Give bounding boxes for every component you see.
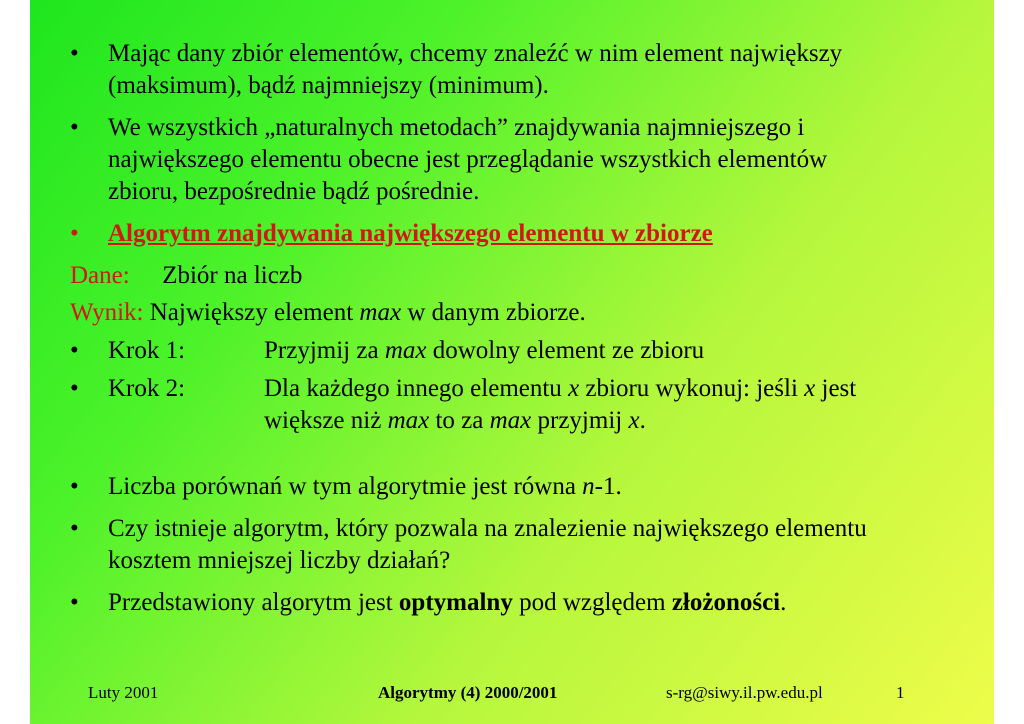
bullet-text-line: kosztem mniejszej liczby działań? xyxy=(108,547,451,574)
bullet-marker: • xyxy=(70,375,79,402)
output-row xyxy=(70,297,934,329)
bullet-text-line: Czy istnieje algorytm, który pozwala na znalezienie największego elementu xyxy=(108,515,867,542)
bullet-item-question xyxy=(70,513,934,577)
slide xyxy=(30,0,994,724)
slide-content xyxy=(70,38,934,619)
optimal-text: Przedstawiony algorytm jest optymalny pod względem złożoności. xyxy=(108,589,787,616)
bullet-text-line: We wszystkich „naturalnych metodach” znajdywania najmniejszego i xyxy=(108,114,805,141)
page-number: 1 xyxy=(896,683,905,702)
bullet-item-natural-methods xyxy=(70,112,934,208)
bullet-marker: • xyxy=(70,589,79,616)
bullet-marker: • xyxy=(70,473,79,500)
step-1-text: Przyjmij za max dowolny element ze zbioru xyxy=(264,337,705,364)
bullet-text-line: zbioru, bezpośrednie bądź pośrednie. xyxy=(108,178,480,205)
step-1-label: Krok 1: xyxy=(108,337,186,364)
footer-title: Algorytmy (4) 2000/2001 xyxy=(378,683,558,702)
bullet-marker: • xyxy=(70,515,79,542)
bullet-marker: • xyxy=(70,337,79,364)
step-1 xyxy=(70,335,934,367)
bullet-marker: • xyxy=(70,220,79,247)
bullet-item-comparisons xyxy=(70,471,934,503)
dane-text: Zbiór na liczb xyxy=(162,262,303,289)
wynik-label: Wynik: xyxy=(70,299,144,326)
comparisons-text: Liczba porównań w tym algorytmie jest równa n-1. xyxy=(108,473,622,500)
footer-email: s-rg@siwy.il.pw.edu.pl xyxy=(666,683,823,702)
bullet-marker: • xyxy=(70,40,79,67)
dane-label: Dane: xyxy=(70,262,130,289)
footer-date: Luty 2001 xyxy=(88,683,159,702)
bullet-item-algorithm-heading xyxy=(70,218,934,250)
bullet-text-line: (maksimum), bądź najmniejszy (minimum). xyxy=(108,72,549,99)
step-2 xyxy=(70,373,934,437)
bullet-marker: • xyxy=(70,114,79,141)
bullet-text-line: Mając dany zbiór elementów, chcemy znaleźć w nim element największy xyxy=(108,40,843,67)
step-2-label: Krok 2: xyxy=(108,375,186,402)
algorithm-heading: Algorytm znajdywania największego elementu w zbiorze xyxy=(108,220,713,247)
step-2-text: Dla każdego innego elementu x zbioru wykonuj: jeśli x jest większe niż max to za max przyjmij x. xyxy=(264,375,857,434)
bullet-item-maximum xyxy=(70,38,934,102)
wynik-text: Największy element max w danym zbiorze. xyxy=(149,299,586,326)
bullet-item-optimal xyxy=(70,587,934,619)
bullet-text-line: największego elementu obecne jest przeglądanie wszystkich elementów xyxy=(108,146,828,173)
input-row xyxy=(70,260,934,292)
